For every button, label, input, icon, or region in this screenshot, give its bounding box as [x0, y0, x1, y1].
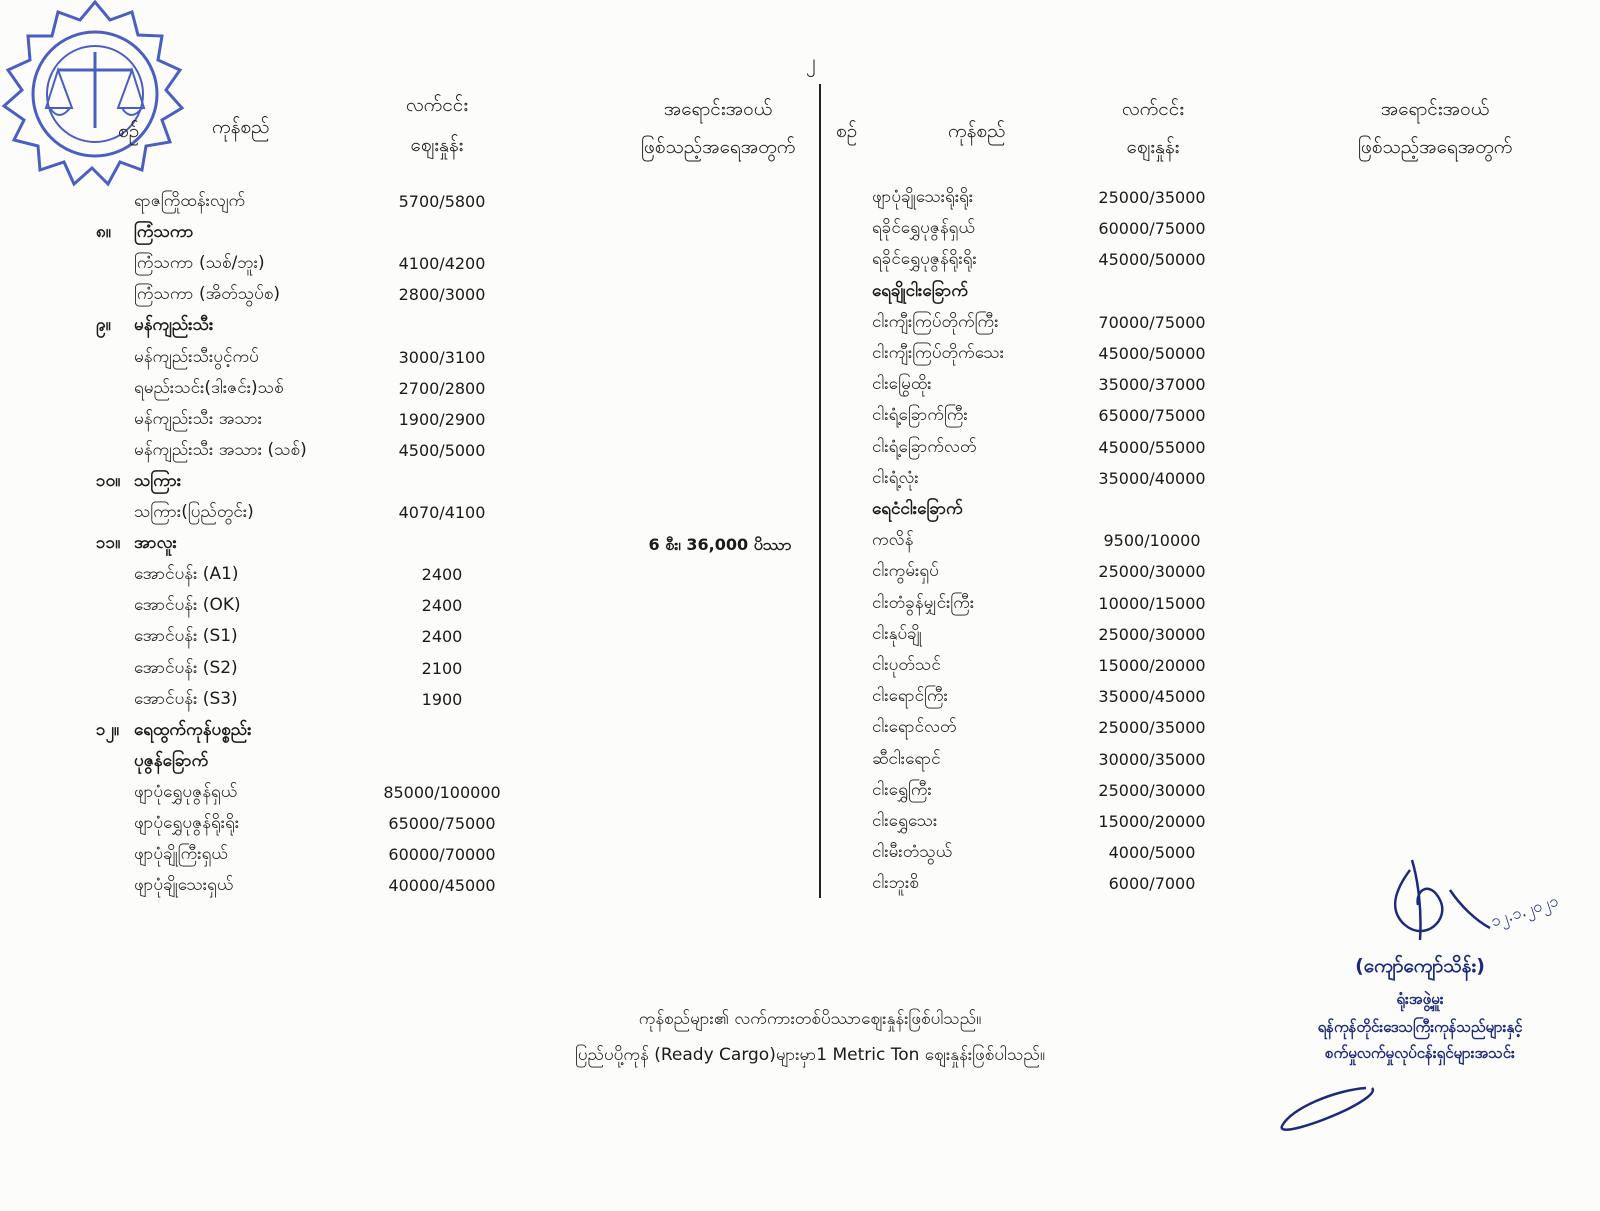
commodity-price: 60000/70000 [388, 845, 496, 865]
commodity-name: ဖျာပုံချိုသေးရိုးရိုး [872, 187, 974, 207]
header-volume-left-2: ဖြစ်သည့်အရေအတွက် [640, 136, 796, 158]
commodity-price: 2400 [421, 596, 463, 616]
commodity-price: 35000/40000 [1098, 468, 1206, 488]
header-price-right-2: ဈေးနှုန်း [1126, 136, 1180, 158]
commodity-name: ငါးကျီးကြပ်တိုက်ကြီး [872, 311, 999, 332]
header-volume-right-2: ဖြစ်သည့်အရေအတွက် [1357, 136, 1513, 158]
commodity-name: ဖျာပုံရွှေပုဇွန်ရှယ် [134, 781, 238, 802]
header-volume-right-1: အရောင်းအဝယ် [1380, 98, 1490, 120]
commodity-price: 35000/37000 [1098, 375, 1206, 395]
commodity-name: ငါးရောင်ကြီး [872, 686, 948, 707]
commodity-name: အောင်ပန်း (OK) [134, 595, 241, 616]
row-number: ၈။ [96, 222, 111, 243]
commodity-name: ရေထွက်ကုန်ပစ္စည်း [134, 719, 252, 740]
column-divider [819, 84, 821, 898]
commodity-price: 4100/4200 [398, 254, 486, 274]
commodity-price: 3000/3100 [398, 347, 486, 367]
commodity-price: 4000/5000 [1108, 843, 1196, 863]
commodity-name: ဖျာပုံချိုသေးရှယ် [134, 875, 234, 896]
commodity-price: 40000/45000 [388, 876, 496, 896]
commodity-price: 30000/35000 [1098, 749, 1206, 769]
commodity-name: ငါးနုပ်ချို [872, 623, 922, 644]
commodity-price: 10000/15000 [1098, 593, 1206, 613]
commodity-price: 2700/2800 [398, 378, 486, 398]
commodity-name: ငါးကျီးကြပ်တိုက်သေး [872, 343, 1005, 363]
signatory-title: ရုံးအဖွဲ့မှူး [1396, 990, 1444, 1008]
header-commodity-left: ကုန်စည် [212, 116, 270, 138]
commodity-name: ငါးရံ့ခြောက်လတ် [872, 436, 977, 457]
signature-date: ၁၂.၁.၂၀၂၁ [1488, 890, 1561, 931]
commodity-price: 45000/55000 [1098, 437, 1206, 457]
signatory-org-line-1: ရန်ကုန်တိုင်းဒေသကြီးကုန်သည်များနှင့် [1317, 1018, 1523, 1036]
commodity-price: 4070/4100 [398, 503, 486, 522]
commodity-price: 60000/75000 [1098, 219, 1206, 239]
commodity-price: 25000/35000 [1098, 718, 1206, 738]
commodity-price: 1900 [421, 689, 463, 709]
commodity-price: 2400 [421, 627, 463, 647]
commodity-name: ကြံသကာ (အိတ်သွပ်စ) [134, 284, 281, 305]
commodity-name: ငါးကွမ်းရှပ် [872, 561, 939, 582]
commodity-price: 35000/45000 [1098, 687, 1206, 707]
row-number: ၁၀။ [96, 470, 121, 491]
commodity-price: 5700/5800 [398, 192, 486, 211]
commodity-name: မန်ကျည်းသီး အသား (သစ်) [134, 439, 307, 460]
commodity-name: အောင်ပန်း (A1) [134, 564, 239, 585]
commodity-name: ဆီငါးရောင် [872, 748, 941, 769]
commodity-price: 1900/2900 [398, 409, 486, 429]
commodity-price: 2400 [421, 565, 463, 585]
commodity-price: 85000/100000 [383, 782, 501, 802]
commodity-name: သကြား(ပြည်တွင်း) [134, 502, 254, 522]
commodity-name: ငါးရံ့လုံး [872, 467, 919, 488]
commodity-name: အာလူး [134, 533, 177, 554]
commodity-name: ကြံသကာ (သစ်/ဘူး) [134, 253, 265, 274]
commodity-name: ရခိုင်ရွှေပုဇွန်ရှယ် [872, 218, 975, 239]
commodity-price: 6000/7000 [1108, 874, 1196, 894]
commodity-name: ရေချိုငါးခြောက် [872, 280, 968, 301]
commodity-price: 65000/75000 [1098, 406, 1206, 426]
signatory-org-line-2: စက်မှုလက်မှုလုပ်ငန်းရှင်များအသင်း [1325, 1044, 1515, 1062]
commodity-name: ငါးပုတ်သင် [872, 655, 941, 675]
commodity-name: အောင်ပန်း (S3) [134, 688, 238, 709]
commodity-name: ငါးရွှေသေး [872, 811, 938, 831]
commodity-name: ဖျာပုံချိုကြီးရှယ် [134, 844, 228, 865]
row-number: ၁၁။ [96, 533, 121, 554]
header-no-left: စဉ် [118, 120, 140, 142]
commodity-name: ငါးမြွေထိုး [872, 374, 932, 395]
commodity-name: ငါးတံခွန်မျှင်းကြီး [872, 592, 975, 613]
commodity-name: သကြား [134, 470, 182, 491]
header-price-right-1: လက်ငင်း [1121, 98, 1185, 120]
note-line-2: ပြည်ပပို့ကုန် (Ready Cargo)များမှာ1 Metric Ton ဈေးနှုန်းဖြစ်ပါသည်။ [575, 1045, 1045, 1065]
commodity-price: 45000/50000 [1098, 344, 1206, 363]
commodity-price: 4500/5000 [398, 440, 486, 460]
commodity-price: 25000/30000 [1098, 780, 1206, 800]
commodity-price: 25000/35000 [1098, 188, 1206, 207]
page-number: ၂ [806, 49, 816, 73]
trade-volume: 6 စီး၊ 36,000 ပိဿာ [648, 535, 792, 555]
commodity-price: 15000/20000 [1098, 812, 1206, 831]
commodity-name: မန်ကျည်းသီး [134, 315, 214, 336]
commodity-name: ရခိုင်ရွှေပုဇွန်ရိုးရိုး [872, 249, 977, 270]
commodity-name: ငါးရွှေကြီး [872, 779, 932, 800]
commodity-name: ပုဇွန်ခြောက် [134, 750, 209, 771]
note-line-1: ကုန်စည်များ၏ လက်ကားတစ်ပိဿာဈေးနှုန်းဖြစ်ပါသည်။ [638, 1009, 982, 1029]
commodity-name: ကလိန် [872, 530, 914, 551]
commodity-price: 2100 [421, 658, 463, 678]
commodity-name: မန်ကျည်းသီး အသား [134, 408, 263, 429]
commodity-price: 2800/3000 [398, 285, 486, 305]
commodity-name: ဖျာပုံရွှေပုဇွန်ရိုးရိုး [134, 813, 240, 833]
commodity-name: ငါးရံ့ခြောက်ကြီး [872, 405, 968, 426]
commodity-price: 25000/30000 [1098, 624, 1206, 644]
commodity-name: အောင်ပန်း (S1) [134, 626, 238, 647]
header-commodity-right: ကုန်စည် [948, 120, 1006, 142]
commodity-price: 15000/20000 [1098, 656, 1206, 675]
commodity-name: မန်ကျည်းသီးပွင့်ကပ် [134, 346, 259, 367]
commodity-price: 45000/50000 [1098, 250, 1206, 270]
signatory-name: (ကျော်ကျော်သိန်း) [1355, 955, 1485, 977]
commodity-name: ရေငံငါးခြောက် [872, 499, 963, 519]
commodity-name: ကြံသကာ [134, 222, 194, 243]
commodity-name: ငါးရောင်လတ် [872, 717, 957, 738]
commodity-price: 70000/75000 [1098, 312, 1206, 332]
header-volume-left-1: အရောင်းအဝယ် [663, 98, 773, 120]
commodity-price: 25000/30000 [1098, 562, 1206, 582]
row-number: ၉။ [96, 315, 111, 336]
commodity-price: 65000/75000 [388, 814, 496, 833]
header-price-left-2: ဈေးနှုန်း [410, 134, 464, 156]
header-no-right: စဉ် [836, 120, 858, 142]
commodity-name: ရမည်းသင်း(ဒါးဇင်း)သစ် [134, 377, 284, 398]
organization-seal-icon [0, 0, 210, 220]
commodity-name: ငါးဘူးစိ [872, 873, 919, 894]
header-price-left-1: လက်ငင်း [405, 94, 469, 116]
commodity-name: အောင်ပန်း (S2) [134, 657, 238, 678]
commodity-name: ရာဇကြိုထန်းလျက် [134, 191, 246, 211]
commodity-price: 9500/10000 [1103, 531, 1201, 551]
commodity-name: ငါးမီးတံသွယ် [872, 842, 953, 863]
handwritten-initial-icon [1276, 1080, 1386, 1140]
row-number: ၁၂။ [96, 719, 120, 740]
